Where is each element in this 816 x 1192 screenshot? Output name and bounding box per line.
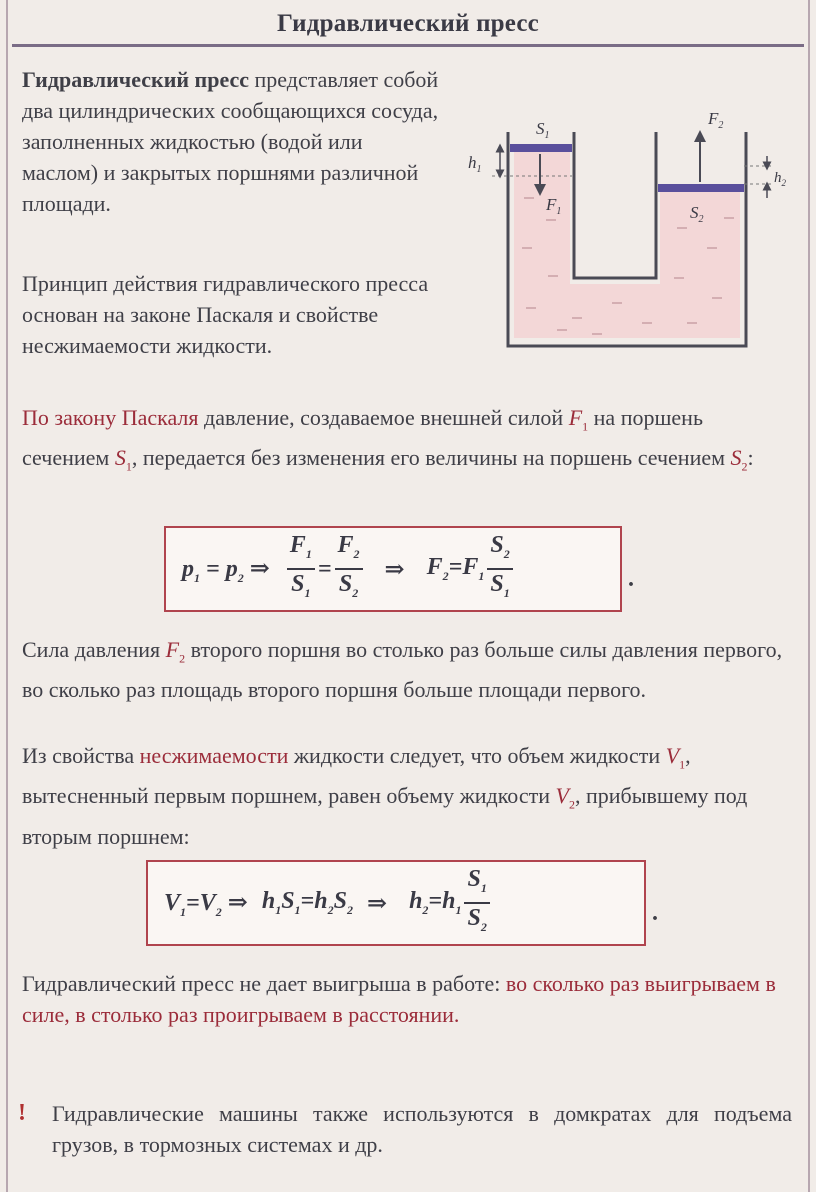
frac-f2-s2: $\frac{F_2}{S_2}$	[335, 531, 363, 607]
var-v2: $V_2$	[555, 783, 575, 812]
formula-2-period: .	[652, 900, 658, 926]
frac-f1-s1: $\frac{F_1}{S_1}$	[287, 531, 315, 607]
label-f1: $F_1$	[546, 195, 562, 217]
formula-f2: $F_2=F_1$	[426, 554, 485, 583]
exclamation-icon: !	[18, 1100, 26, 1126]
pascal-text-1: давление, создаваемое внешней силой	[198, 405, 569, 430]
formula2-arrow: ⇒	[366, 891, 388, 917]
formula-eq: =	[317, 555, 332, 582]
var-v1: $V_1$	[665, 743, 686, 772]
label-f2: $F_2$	[708, 109, 724, 131]
formula-box-volume	[146, 860, 646, 946]
intro-term: Гидравлический пресс	[22, 67, 250, 92]
pascal-text-3: , передается без изменения его величины на поршень сечением	[131, 445, 731, 471]
pascal-text-2: на поршень сечением	[22, 405, 703, 471]
intro-paragraph	[22, 64, 442, 219]
frac-s1-s2: $\frac{S_1}{S_2}$	[464, 865, 489, 941]
force-paragraph: Сила давления $F_2$ второго поршня во столько раз больше силы давления первого, во сколько раз площадь второго поршня больше площади первого.	[22, 637, 783, 703]
label-h1: $h_1$	[468, 153, 482, 175]
formula-1-period: .	[628, 566, 634, 592]
no-gain-paragraph: Гидравлический пресс не дает выигрыша в работе: во сколько раз выигрываем в силе, в столько раз проигрываем в расстоянии.	[22, 971, 776, 1027]
var-s2: $S_2$	[730, 445, 748, 474]
principle-paragraph: Принцип действия гидравлического пресса основан на законе Паскаля и свойстве несжимаемости жидкости.	[22, 271, 429, 358]
formula-p1-p2: $p_1 = p_2$ ⇒	[182, 555, 270, 585]
pascal-text-4: :	[747, 445, 754, 471]
vessel-inner	[574, 132, 656, 278]
intro-text: представляет собой два цилиндрических сообщающихся сосуда, заполненных жидкостью (водой или маслом) и закрытых поршнями различной площади.	[22, 67, 439, 216]
title-rule	[12, 44, 804, 47]
liquid	[514, 150, 740, 338]
page-border-left	[6, 0, 8, 1192]
label-s2: $S_2$	[690, 203, 704, 225]
formula-box-pascal	[164, 526, 622, 612]
formula-arrow: ⇒	[384, 557, 405, 583]
pascal-lead: По закону Паскаля	[22, 405, 199, 430]
formula-v1-v2: $V_1=V_2$ ⇒	[164, 889, 248, 919]
var-f2: $F_2$	[165, 637, 186, 666]
label-s1: $S_1$	[536, 119, 550, 141]
formula-h2: $h_2=h_1$	[409, 888, 462, 917]
pascal-paragraph	[22, 402, 794, 483]
formula-h-s: $h_1S_1=h_2S_2$	[261, 888, 353, 917]
note-paragraph: Гидравлические машины также используются в домкратах для подъема грузов, в тормозных системах и др.	[52, 1101, 792, 1157]
hydraulic-press-diagram	[462, 98, 792, 353]
page-border-right	[808, 0, 810, 1192]
frac-s2-s1: $\frac{S_2}{S_1}$	[487, 531, 512, 607]
page-title: Гидравлический пресс	[277, 10, 539, 37]
var-f1: $F_1$	[568, 405, 589, 434]
piston-2	[658, 184, 744, 192]
label-h2: $h_2$	[774, 170, 786, 188]
piston-1	[510, 144, 572, 152]
var-s1: $S_1$	[114, 445, 132, 474]
incompressibility-term: несжимаемости	[139, 743, 289, 768]
volume-paragraph: Из свойства несжимаемости жидкости следует, что объем жидкости $V_1$, вытесненный первым поршнем, равен объему жидкости $V_2$, прибывшему под вторым поршнем:	[22, 743, 748, 849]
no-gain-highlight: во сколько раз выигрываем в силе, в столько раз проигрываем в расстоянии.	[22, 971, 776, 1027]
